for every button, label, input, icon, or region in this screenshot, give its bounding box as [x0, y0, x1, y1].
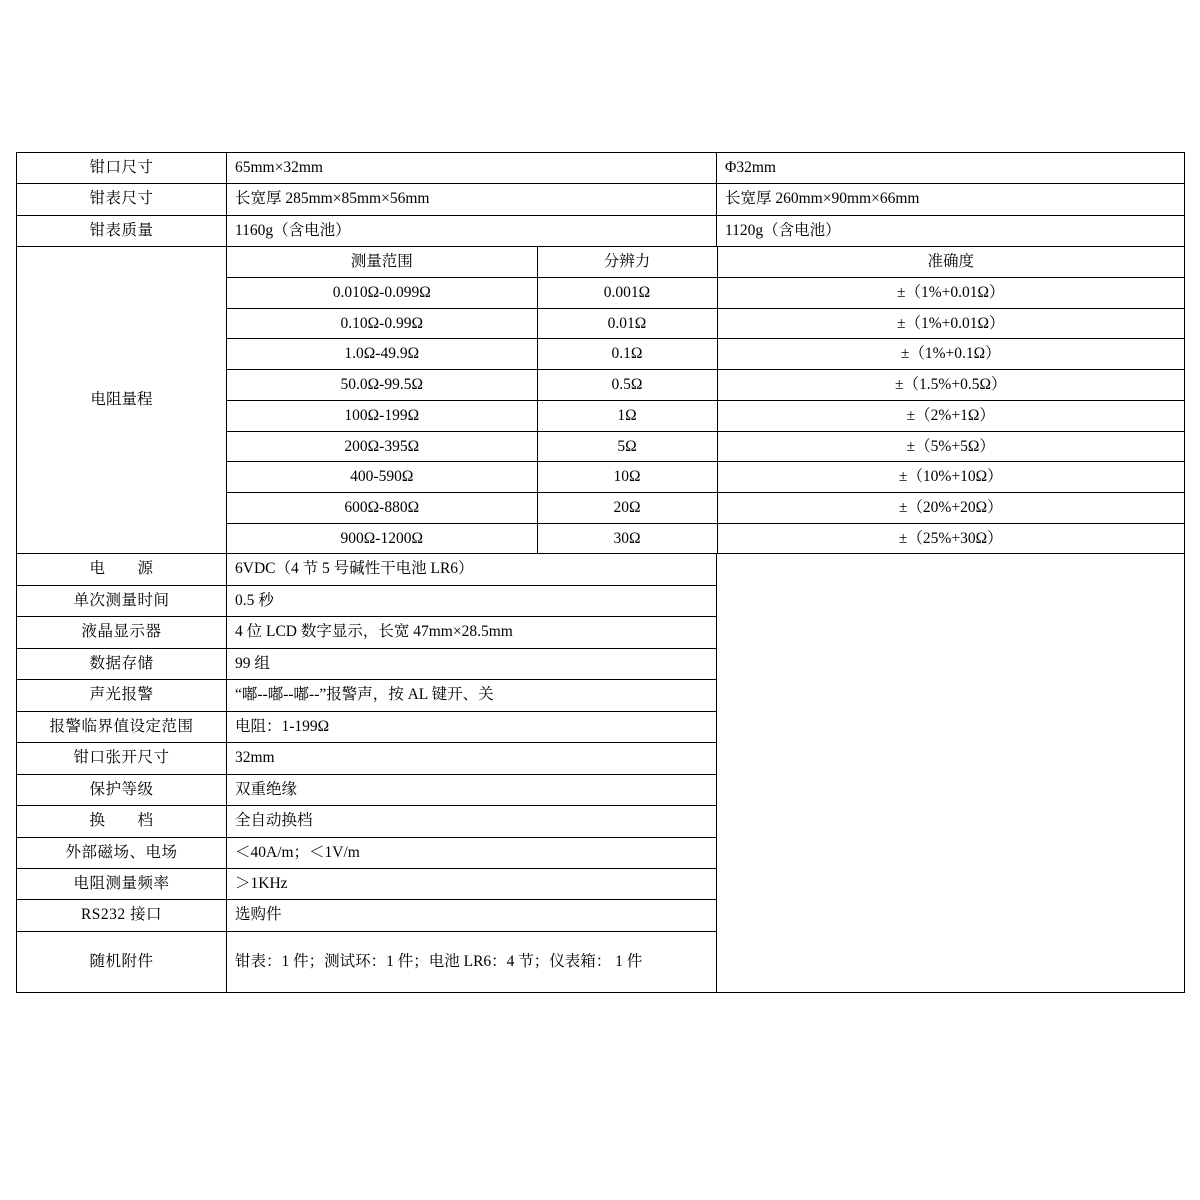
resistance-row	[227, 370, 1184, 401]
row-value: 32mm	[227, 743, 717, 774]
resistance-header-row	[227, 247, 1184, 277]
spec-sheet	[16, 152, 1184, 993]
resistance-accuracy: ±（1%+0.1Ω）	[717, 339, 1184, 370]
resistance-range: 400-590Ω	[227, 462, 537, 493]
table-row	[17, 554, 1185, 585]
row-label: RS232 接口	[17, 900, 227, 931]
resistance-resolution: 0.001Ω	[537, 278, 717, 309]
resistance-resolution: 1Ω	[537, 400, 717, 431]
resistance-accuracy: ±（20%+20Ω）	[717, 492, 1184, 523]
row-value: 4 位 LCD 数字显示，长宽 47mm×28.5mm	[227, 617, 717, 648]
resistance-accuracy: ±（2%+1Ω）	[717, 400, 1184, 431]
resistance-resolution: 0.1Ω	[537, 339, 717, 370]
resistance-resolution: 5Ω	[537, 431, 717, 462]
resistance-row	[227, 523, 1184, 553]
row-value: 钳表：1 件；测试环：1 件；电池 LR6：4 节；仪表箱： 1 件	[227, 931, 717, 992]
resistance-row	[227, 339, 1184, 370]
table-row	[17, 215, 1185, 246]
resistance-accuracy: ±（10%+10Ω）	[717, 462, 1184, 493]
resistance-accuracy: ±（5%+5Ω）	[717, 431, 1184, 462]
resistance-range: 600Ω-880Ω	[227, 492, 537, 523]
resistance-range-cell	[227, 247, 1185, 554]
resistance-resolution: 0.01Ω	[537, 308, 717, 339]
row-value-c: 1120g（含电池）	[717, 215, 1185, 246]
row-value-c: Φ32mm	[717, 153, 1185, 184]
table-row	[17, 184, 1185, 215]
row-value: “嘟--嘟--嘟--”报警声，按 AL 键开、关	[227, 680, 717, 711]
resistance-range-table	[227, 247, 1184, 553]
row-label: 随机附件	[17, 931, 227, 992]
product-photo-cell	[717, 554, 1185, 993]
row-label: 声光报警	[17, 680, 227, 711]
row-label: 钳表质量	[17, 215, 227, 246]
resistance-range-label: 电阻量程	[17, 247, 227, 554]
row-value: 电阻：1-199Ω	[227, 711, 717, 742]
row-label: 钳表尺寸	[17, 184, 227, 215]
row-value: 0.5 秒	[227, 585, 717, 616]
resistance-row	[227, 431, 1184, 462]
resistance-row	[227, 278, 1184, 309]
resistance-accuracy: ±（1.5%+0.5Ω）	[717, 370, 1184, 401]
row-label: 数据存储	[17, 648, 227, 679]
resistance-row	[227, 400, 1184, 431]
row-value: 选购件	[227, 900, 717, 931]
row-value-b: 长宽厚 285mm×85mm×56mm	[227, 184, 717, 215]
resistance-range: 1.0Ω-49.9Ω	[227, 339, 537, 370]
resistance-resolution: 0.5Ω	[537, 370, 717, 401]
row-value: ＞1KHz	[227, 868, 717, 899]
resistance-accuracy: ±（1%+0.01Ω）	[717, 308, 1184, 339]
resistance-resolution: 20Ω	[537, 492, 717, 523]
resistance-range: 100Ω-199Ω	[227, 400, 537, 431]
resistance-range: 200Ω-395Ω	[227, 431, 537, 462]
resistance-range: 0.10Ω-0.99Ω	[227, 308, 537, 339]
resistance-header-range: 测量范围	[227, 247, 537, 277]
row-value: ＜40A/m；＜1V/m	[227, 837, 717, 868]
row-label: 液晶显示器	[17, 617, 227, 648]
resistance-range: 900Ω-1200Ω	[227, 523, 537, 553]
resistance-header-accuracy: 准确度	[717, 247, 1184, 277]
row-label: 钳口张开尺寸	[17, 743, 227, 774]
resistance-accuracy: ±（1%+0.01Ω）	[717, 278, 1184, 309]
row-value: 99 组	[227, 648, 717, 679]
row-label: 外部磁场、电场	[17, 837, 227, 868]
resistance-header-resolution: 分辨力	[537, 247, 717, 277]
row-value-b: 1160g（含电池）	[227, 215, 717, 246]
resistance-row	[227, 462, 1184, 493]
resistance-resolution: 10Ω	[537, 462, 717, 493]
row-value: 双重绝缘	[227, 774, 717, 805]
row-label: 钳口尺寸	[17, 153, 227, 184]
row-label: 电 源	[17, 554, 227, 585]
row-value: 6VDC（4 节 5 号碱性干电池 LR6）	[227, 554, 717, 585]
resistance-range: 50.0Ω-99.5Ω	[227, 370, 537, 401]
row-value-c: 长宽厚 260mm×90mm×66mm	[717, 184, 1185, 215]
resistance-accuracy: ±（25%+30Ω）	[898, 529, 1003, 547]
specification-table	[16, 152, 1185, 993]
resistance-range: 0.010Ω-0.099Ω	[227, 278, 537, 309]
resistance-resolution: 30Ω	[537, 523, 717, 553]
row-value: 全自动换档	[227, 806, 717, 837]
row-value-b: 65mm×32mm	[227, 153, 717, 184]
row-label: 电阻测量频率	[17, 868, 227, 899]
resistance-row	[227, 308, 1184, 339]
resistance-range-row	[17, 247, 1185, 554]
resistance-row	[227, 492, 1184, 523]
table-row	[17, 153, 1185, 184]
row-label: 报警临界值设定范围	[17, 711, 227, 742]
row-label: 保护等级	[17, 774, 227, 805]
row-label: 换 档	[17, 806, 227, 837]
row-label: 单次测量时间	[17, 585, 227, 616]
